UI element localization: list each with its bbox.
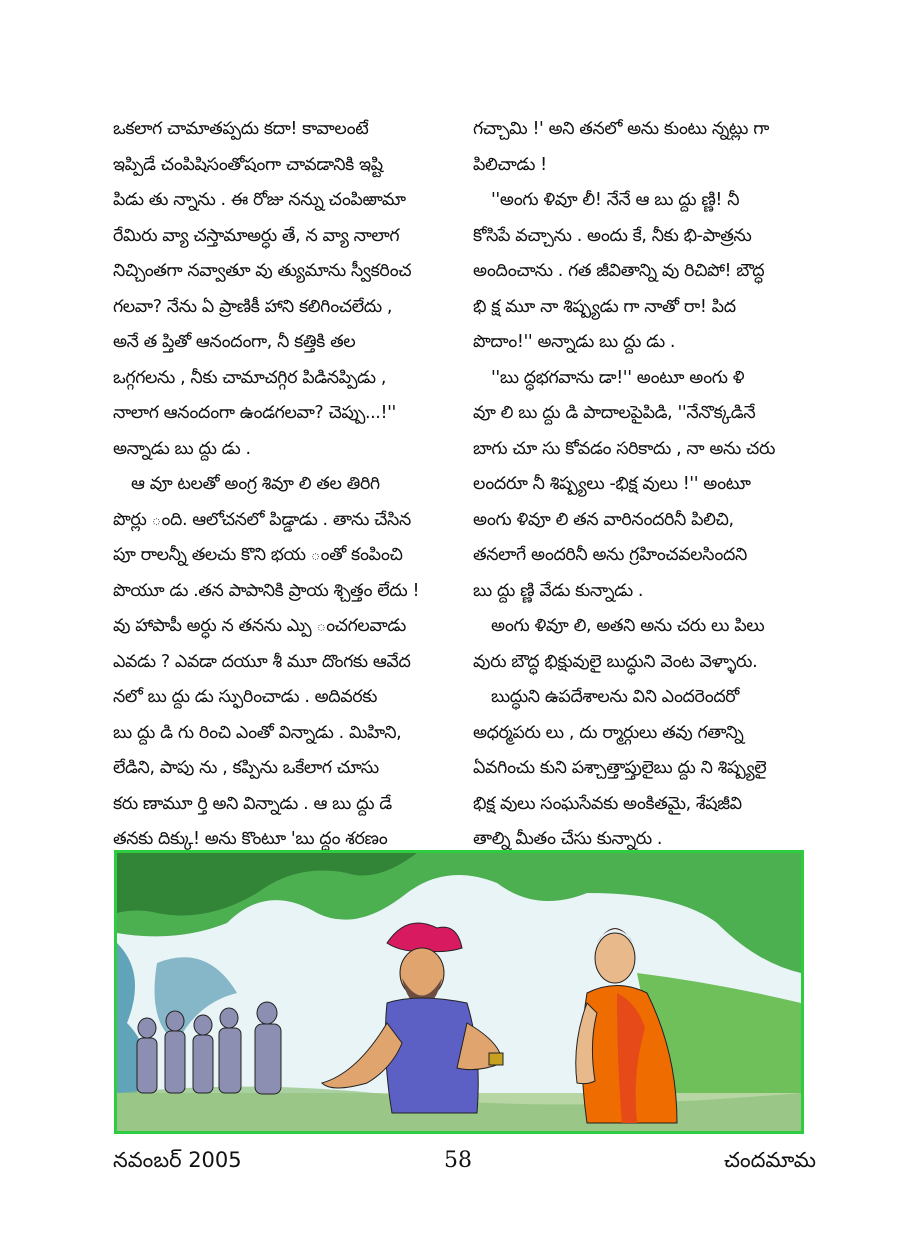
text-line: ఎవడు ? ఎవడా దయూ శీ మూ దొంగకు ఆవేద xyxy=(113,651,411,672)
text-line: లందరూ నీ శిష్ప్యలు -భిక్ష వులు !'' అంటూ xyxy=(473,474,751,494)
text-line: వురు బౌద్ధ భిక్షువులై బుద్ధుని వెంట వెళ్ళారు. xyxy=(473,651,758,672)
page-footer xyxy=(0,1148,919,1188)
text-line: నాలాగ ఆనందంగా ఉండగలవా? చెప్పు...!'' xyxy=(113,403,396,423)
issue-date: నవంబర్ 2005 xyxy=(113,1148,242,1172)
text-line: అంగు ళివూ లి తన వారినందరినీ పిలిచి, xyxy=(473,509,734,530)
text-line: వూ లి బు ద్దు డి పాదాలపైపిడి, ''నేనొక్కడినే xyxy=(473,403,756,423)
angulimala-and-buddha-illustration xyxy=(117,853,801,1131)
text-line: అందించాను . గత జీవితాన్ని వు రిచిపో! బౌద్ధ xyxy=(473,261,765,281)
text-line: భి క్ష మూ నా శిష్ప్యడు గా నాతో రా! పిద xyxy=(473,296,736,317)
text-line: అంగు ళివూ లి, అతని అను చరు లు పిలు xyxy=(491,616,765,636)
text-line: తాల్ని మీతం చేసు కున్నారు . xyxy=(473,829,663,849)
text-line: ఒగ్గగలను , నీకు చామాచగ్గిర పిడినప్పిడు , xyxy=(113,367,386,388)
text-line: ''అంగు ళివూ లీ! నేనే ఆ బు ద్దు ణ్ణి! నీ xyxy=(491,190,740,210)
text-line: తనకు దిక్కు! అను కొంటూ 'బు ద్ధం శరణం xyxy=(113,829,388,849)
magazine-name: చందమామ xyxy=(724,1148,816,1172)
text-line: నలో బు ద్దు డు స్ఫురించాడు . అదివరకు xyxy=(113,687,378,707)
text-line: కరు ణామూ ర్తి అని విన్నాడు . ఆ బు ద్దు డే xyxy=(113,793,392,814)
text-line: బు ద్దు ణ్ణి వేడు కున్నాడు . xyxy=(473,580,644,601)
text-line: లేడిని, పాపు ను , కప్పిను ఒకేలాగ చూసు xyxy=(113,758,379,778)
text-line: గచ్చామి !' అని తనలో అను కుంటు న్నట్లు గా xyxy=(473,119,769,139)
text-line: ''బు ద్ధభగవాను డా!'' అంటూ అంగు ళి xyxy=(491,367,745,388)
text-line: బాగు చూ సు కోవడం సరికాదు , నా అను చరు xyxy=(473,438,775,459)
text-line: వు హాపాపీ అర్ధు న తనను ఎ్పు ంచగలవాడు xyxy=(113,616,406,636)
text-line: కోసిపే వచ్చాను . అందు కే, నీకు భి-పాత్రను xyxy=(473,225,752,246)
text-line: ఏవగించు కుని పశ్చాత్తాప్తులైబు ద్దు ని శిష్ప్యలై xyxy=(473,758,767,778)
text-line: అన్నాడు బు ద్దు డు . xyxy=(113,438,251,459)
text-line: రేమిరు వ్యా చస్తామాఅర్ధు తే, న వ్యా నాలాగ xyxy=(113,225,400,246)
text-line: గలవా? నేను ఏ ప్రాణికీ హాని కలిగించలేదు , xyxy=(113,296,393,317)
text-line: పొయూ డు .తన పాపానికి ప్రాయ శ్చిత్తం లేదు ! xyxy=(113,580,420,601)
story-illustration xyxy=(114,850,804,1134)
right-text-column xyxy=(473,112,825,858)
text-line: ఆ వూ టలతో అంగ్ర శివూ లి తల తిరిగి xyxy=(131,474,380,494)
text-line: తనలాగే అందరినీ అను గ్రహించవలసిందని xyxy=(473,545,747,565)
text-line: ఒకలాగ చామాతప్పదు కదా! కావాలంటే xyxy=(113,119,369,139)
text-line: అనే త ప్తితో ఆనందంగా, నీ కత్తికి తల xyxy=(113,332,356,352)
text-line: భిక్ష వులు సంఘసేవకు అంకితమై, శేషజీవి xyxy=(473,793,742,814)
text-line: అధర్మపరు లు , దు ర్మార్గులు తవు గతాన్ని xyxy=(473,722,744,743)
page-number: 58 xyxy=(444,1148,472,1173)
text-line: బుద్ధుని ఉపదేశాలను విని ఎందరెందరో xyxy=(491,687,739,707)
text-line: ఇప్పిడే చంపిషిసంతోషంగా చావడానికి ఇష్టి xyxy=(113,154,383,175)
text-line: పొర్లు ంది. ఆలోచనలో పిడ్డాడు . తాను చేసిన xyxy=(113,509,411,530)
text-line: పొదాం!'' అన్నాడు బు ద్దు డు . xyxy=(473,332,676,352)
text-line: నిచ్చింతగా నవ్వాతూ వు త్యుమాను స్వీకరించ xyxy=(113,261,412,281)
text-line: బు ద్దు డి గు రించి ఎంతో విన్నాడు . మిహిని, xyxy=(113,722,402,743)
text-line: పూ రాలన్నీ తలచు కొని భయ ంతో కంపించి xyxy=(113,545,403,565)
text-line: పిలిచాడు ! xyxy=(473,154,547,175)
left-text-column xyxy=(113,112,465,858)
text-line: పిడు తు న్నాను . ఈ రోజు నన్ను చంపిఱామా xyxy=(113,190,406,210)
